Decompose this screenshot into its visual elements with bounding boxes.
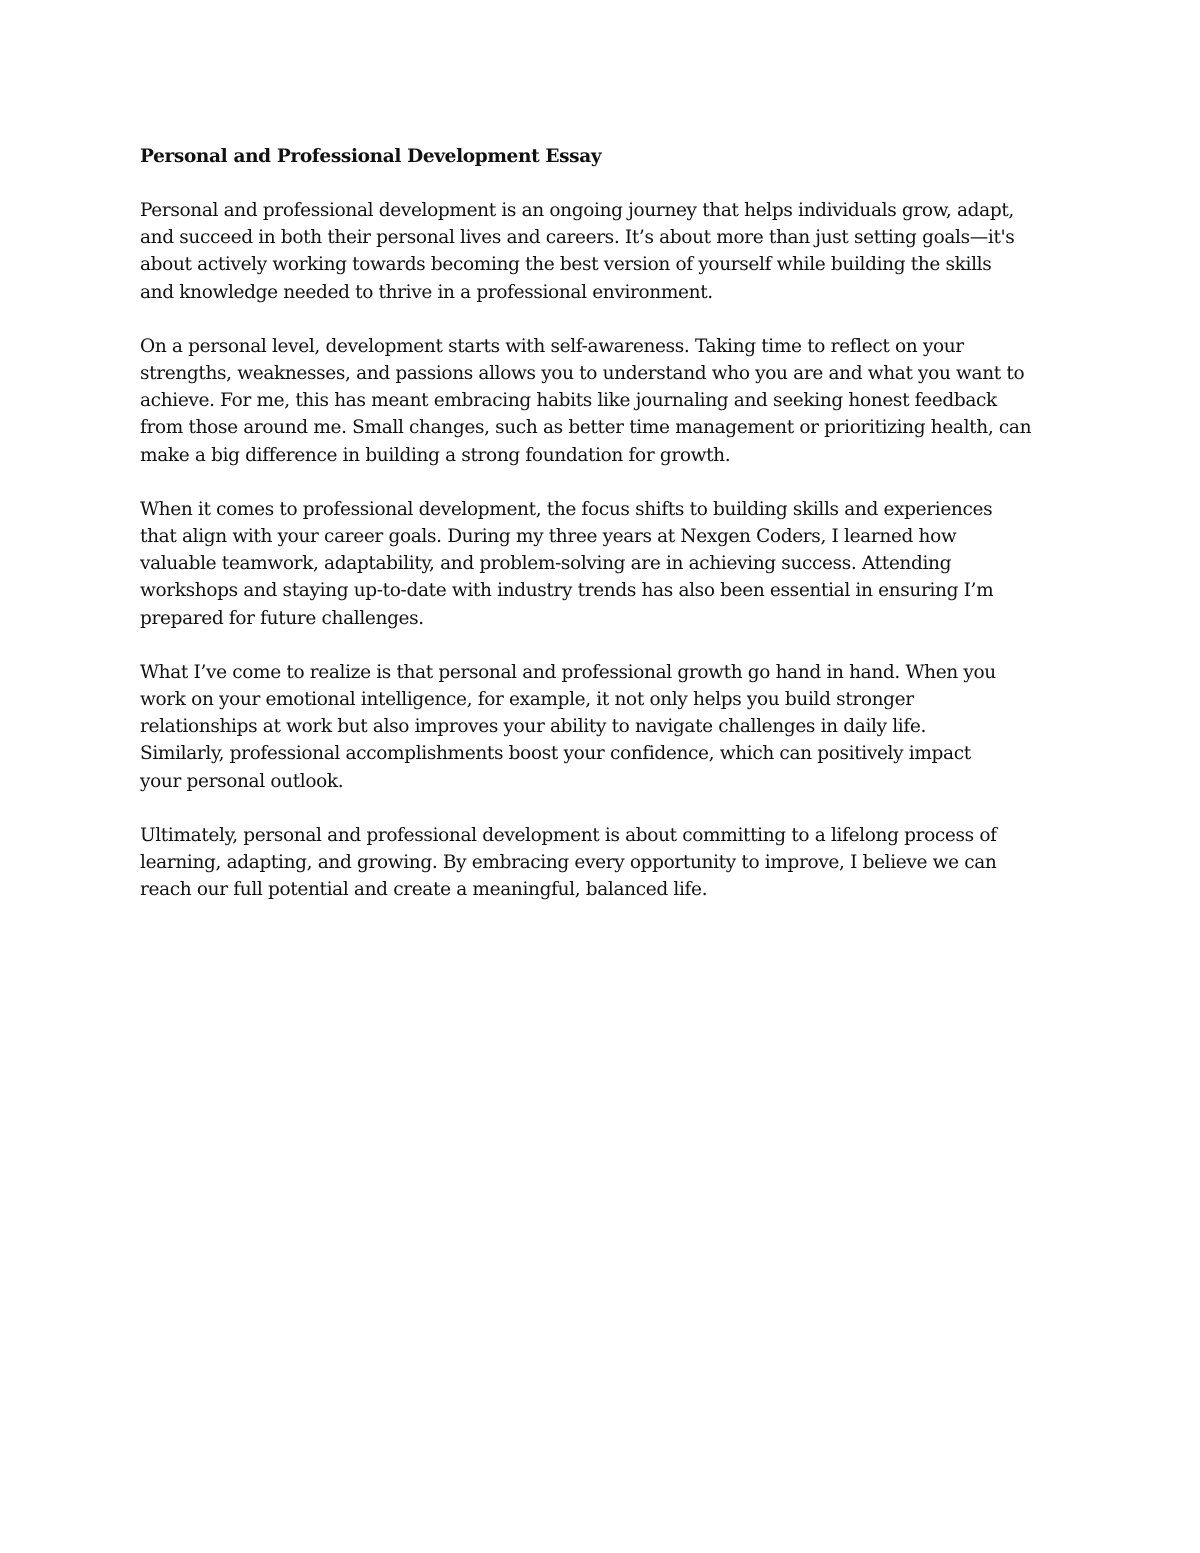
paragraph-line: relationships at work but also improves your ability to navigate challenges in daily life. bbox=[140, 716, 926, 738]
paragraph-line: Ultimately, personal and professional development is about committing to a lifelong process of bbox=[140, 824, 997, 846]
paragraph-line: make a big difference in building a strong foundation for growth. bbox=[140, 444, 731, 466]
paragraph-line: learning, adapting, and growing. By embracing every opportunity to improve, I believe we can bbox=[140, 852, 997, 874]
paragraph-line: Personal and professional development is an ongoing journey that helps individuals grow, adapt, bbox=[140, 200, 1014, 221]
paragraph-line: work on your emotional intelligence, for example, it not only helps you build stronger bbox=[140, 689, 914, 711]
document-title: Personal and Professional Development Essay bbox=[140, 146, 602, 167]
paragraph-4 bbox=[140, 659, 1075, 795]
paragraph-line: and knowledge needed to thrive in a professional environment. bbox=[140, 281, 713, 303]
paragraph-5 bbox=[140, 822, 1075, 904]
paragraph-line: Similarly, professional accomplishments boost your confidence, which can positively impact bbox=[140, 743, 971, 765]
paragraph-line: When it comes to professional development, the focus shifts to building skills and experiences bbox=[140, 498, 993, 520]
document-body bbox=[140, 143, 1075, 930]
paragraph-1 bbox=[140, 197, 1075, 306]
paragraph-line: your personal outlook. bbox=[140, 770, 344, 792]
paragraph-3 bbox=[140, 496, 1075, 632]
paragraph-line: What I’ve come to realize is that personal and professional growth go hand in hand. When you bbox=[140, 661, 996, 683]
paragraph-line: and succeed in both their personal lives and careers. It’s about more than just setting goals—it's bbox=[140, 227, 1015, 249]
paragraph-line: strengths, weaknesses, and passions allows you to understand who you are and what you want to bbox=[140, 363, 1025, 385]
paragraph-line: prepared for future challenges. bbox=[140, 607, 424, 629]
paragraph-line: that align with your career goals. During my three years at Nexgen Coders, I learned how bbox=[140, 526, 957, 548]
paragraph-line: achieve. For me, this has meant embracing habits like journaling and seeking honest feedback bbox=[140, 390, 997, 412]
paragraph-line: from those around me. Small changes, such as better time management or prioritizing health, can bbox=[140, 417, 1032, 439]
paragraph-line: On a personal level, development starts with self-awareness. Taking time to reflect on your bbox=[140, 335, 964, 357]
paragraph-2 bbox=[140, 333, 1075, 469]
paragraph-line: workshops and staying up-to-date with industry trends has also been essential in ensuring I’m bbox=[140, 580, 994, 602]
paragraph-line: reach our full potential and create a meaningful, balanced life. bbox=[140, 879, 708, 901]
paragraph-line: valuable teamwork, adaptability, and problem-solving are in achieving success. Attending bbox=[140, 553, 952, 575]
paragraph-line: about actively working towards becoming the best version of yourself while building the skills bbox=[140, 254, 992, 276]
